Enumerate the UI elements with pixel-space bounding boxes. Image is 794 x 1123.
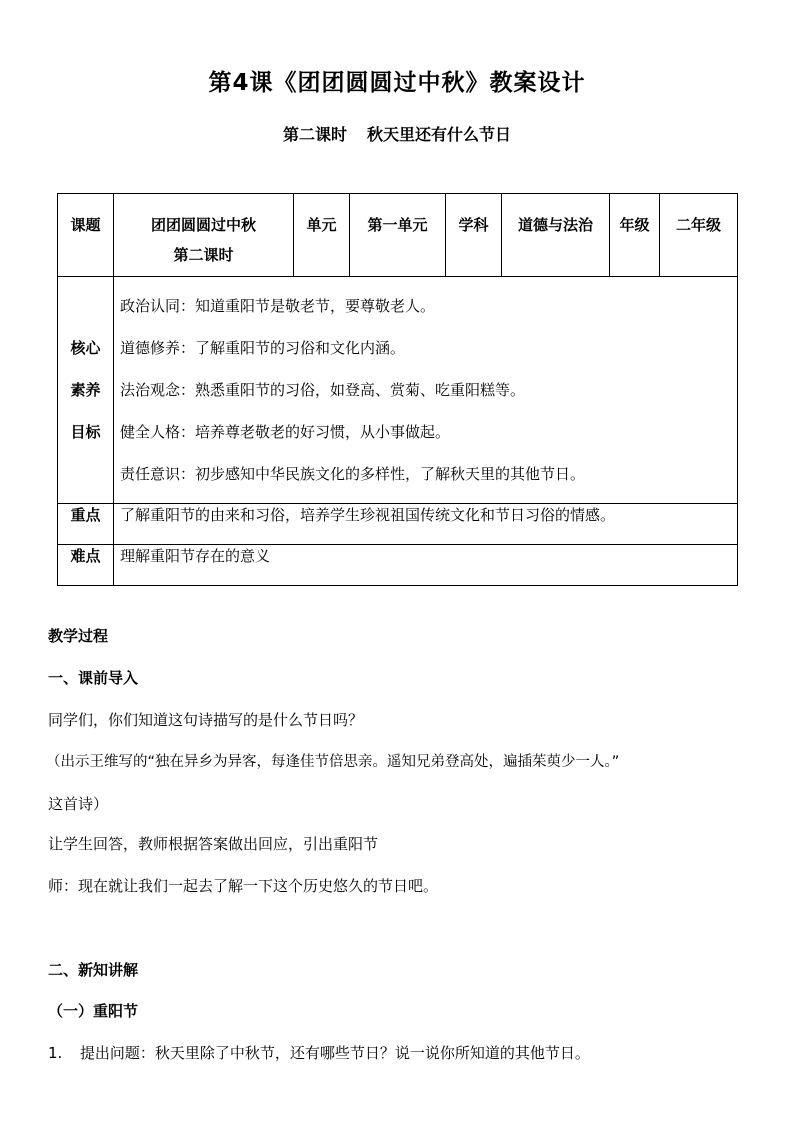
document-title: 第4课《团团圆圆过中秋》教案设计 bbox=[208, 70, 586, 96]
paragraph: （出示王维写的“独在异乡为异客，每逢佳节倍思亲。遥知兄弟登高处，遍插茱萸少一人。” bbox=[46, 754, 620, 770]
grade-label-cell bbox=[610, 194, 660, 277]
section-1-heading: 一、课前导入 bbox=[48, 669, 139, 687]
key-point-row bbox=[58, 504, 738, 545]
goal-item: 道德修养：了解重阳节的习俗和文化内涵。 bbox=[120, 339, 406, 357]
key-point-label: 重点 bbox=[58, 504, 114, 545]
list-item bbox=[48, 1043, 768, 1063]
course-label: 课题 bbox=[70, 216, 101, 234]
course-label-cell bbox=[58, 194, 114, 277]
difficulty-text: 理解重阳节存在的意义 bbox=[114, 545, 738, 586]
goal-item: 法治观念：熟悉重阳节的习俗，如登高、赏菊、吃重阳糕等。 bbox=[120, 381, 526, 399]
goal-item: 责任意识：初步感知中华民族文化的多样性，了解秋天里的其他节日。 bbox=[120, 465, 586, 483]
grade-label: 年级 bbox=[619, 216, 650, 234]
list-item-text: 提出问题：秋天里除了中秋节，还有哪些节日？说一说你所知道的其他节日。 bbox=[79, 1044, 590, 1062]
goals-list bbox=[114, 277, 738, 504]
goals-label-line: 目标 bbox=[70, 423, 101, 441]
grade-value: 二年级 bbox=[675, 216, 721, 234]
subject-label-cell bbox=[446, 194, 502, 277]
difficulty-label: 难点 bbox=[58, 545, 114, 586]
subtitle-period: 第二课时 bbox=[282, 125, 347, 144]
goal-item: 健全人格：培养尊老敬老的好习惯，从小事做起。 bbox=[120, 423, 451, 441]
unit-label: 单元 bbox=[306, 216, 337, 234]
course-name: 团团圆圆过中秋 bbox=[150, 216, 256, 234]
course-period: 第二课时 bbox=[173, 246, 234, 264]
process-heading: 教学过程 bbox=[48, 627, 109, 645]
goals-label-line: 素养 bbox=[70, 381, 101, 399]
unit-value-cell bbox=[350, 194, 446, 277]
paragraph: 同学们，你们知道这句诗描写的是什么节日吗？ bbox=[48, 711, 364, 729]
key-point-text: 了解重阳节的由来和习俗，培养学生珍视祖国传统文化和节日习俗的情感。 bbox=[114, 504, 738, 545]
grade-value-cell bbox=[660, 194, 738, 277]
goals-label-line: 核心 bbox=[70, 339, 101, 357]
goals-label-cell bbox=[58, 277, 114, 504]
lesson-info-table bbox=[57, 193, 738, 586]
course-value-cell bbox=[114, 194, 294, 277]
subject-value-cell bbox=[502, 194, 610, 277]
table-header-row bbox=[58, 194, 738, 277]
subject-value: 道德与法治 bbox=[517, 216, 593, 234]
subtitle-topic: 秋天里还有什么节日 bbox=[367, 125, 512, 144]
goals-row bbox=[58, 277, 738, 504]
section-2-heading: 二、新知讲解 bbox=[48, 961, 139, 979]
unit-value: 第一单元 bbox=[367, 216, 428, 234]
document-subtitle bbox=[0, 122, 794, 145]
paragraph: 让学生回答，教师根据答案做出回应，引出重阳节 bbox=[48, 835, 379, 853]
list-item-number: 1. bbox=[48, 1044, 63, 1062]
paragraph: 师：现在就让我们一起去了解一下这个历史悠久的节日吧。 bbox=[48, 877, 439, 895]
subsection-heading: （一）重阳节 bbox=[48, 1002, 139, 1020]
goal-item: 政治认同：知道重阳节是敬老节，要尊敬老人。 bbox=[120, 297, 436, 315]
difficulty-row bbox=[58, 545, 738, 586]
paragraph: 这首诗） bbox=[48, 795, 109, 813]
unit-label-cell bbox=[294, 194, 350, 277]
subject-label: 学科 bbox=[458, 216, 489, 234]
